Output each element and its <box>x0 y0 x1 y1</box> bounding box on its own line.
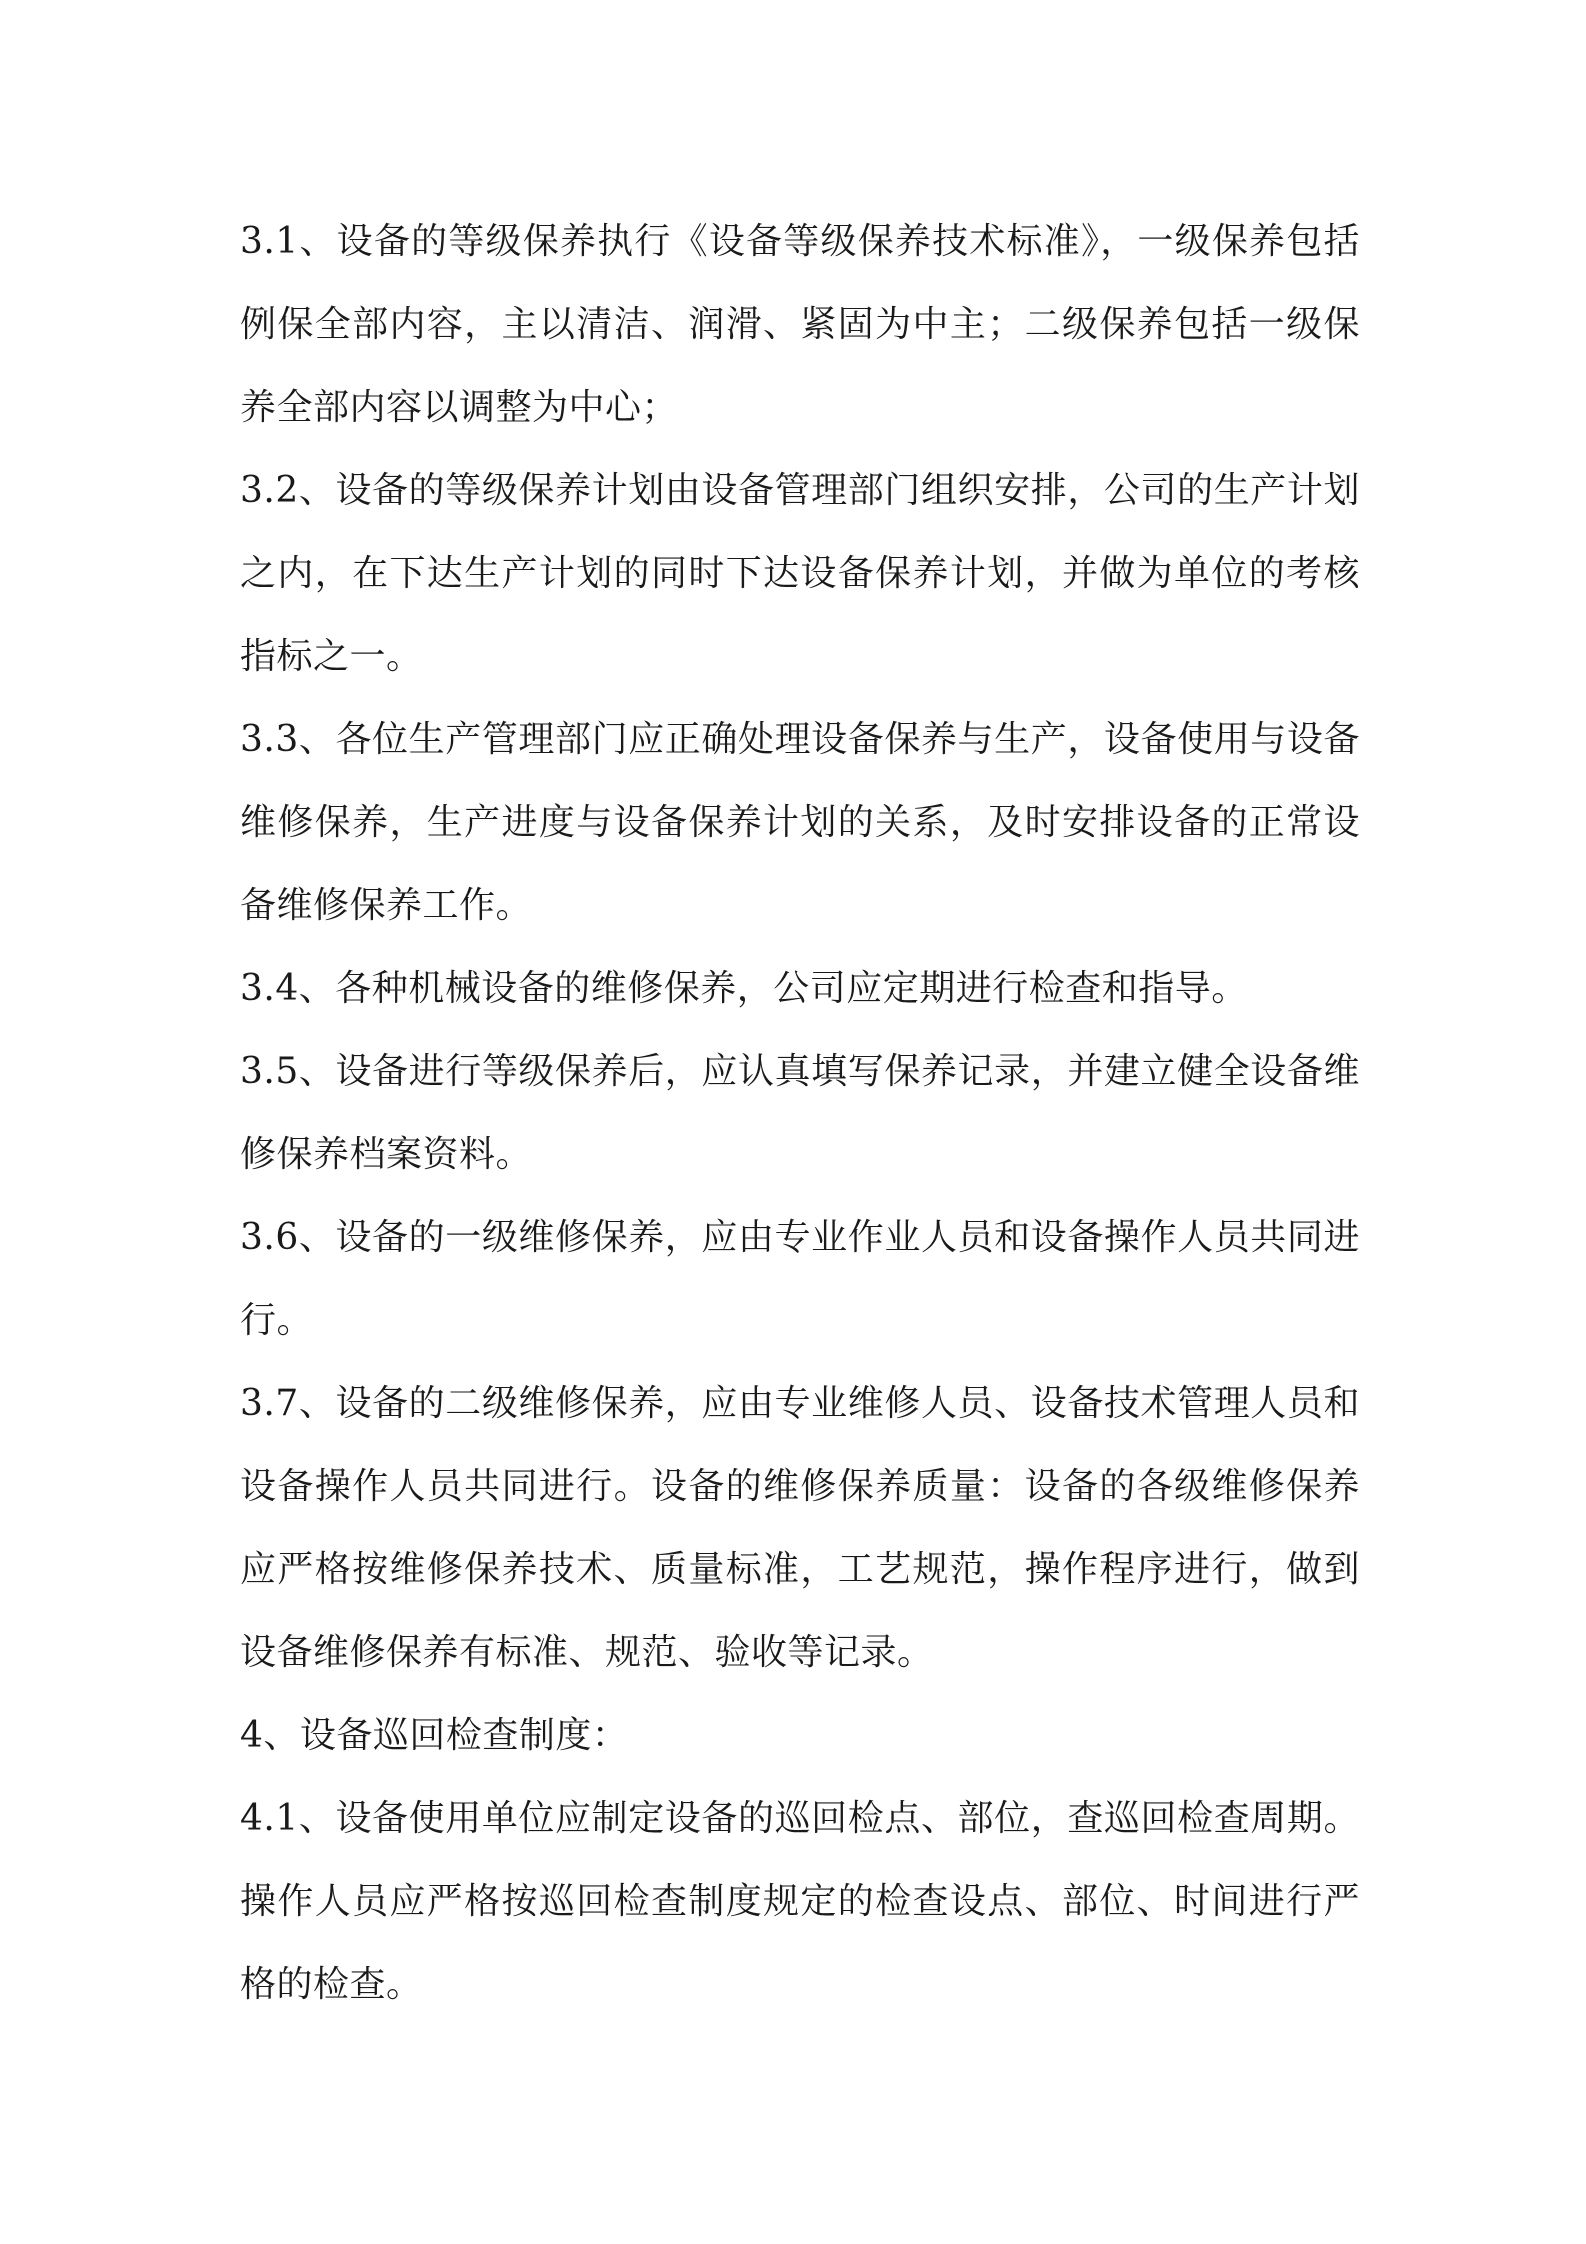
paragraph-3-2: 3.2、设备的等级保养计划由设备管理部门组织安排，公司的生产计划之内，在下达生产计划的同时下达设备保养计划，并做为单位的考核指标之一。 <box>240 470 1360 677</box>
paragraph-3-5: 3.5、设备进行等级保养后，应认真填写保养记录，并建立健全设备维修保养档案资料。 <box>240 1051 1360 1175</box>
document-body <box>240 200 1360 2026</box>
paragraph-3-3: 3.3、各位生产管理部门应正确处理设备保养与生产，设备使用与设备维修保养，生产进度与设备保养计划的关系，及时安排设备的正常设备维修保养工作。 <box>240 719 1360 926</box>
paragraph-3-6: 3.6、设备的一级维修保养，应由专业作业人员和设备操作人员共同进行。 <box>240 1217 1360 1341</box>
paragraph-3-7: 3.7、设备的二级维修保养，应由专业维修人员、设备技术管理人员和设备操作人员共同进行。设备的维修保养质量：设备的各级维修保养应严格按维修保养技术、质量标准，工艺规范，操作程序进行，做到设备维修保养有标准、规范、验收等记录。 <box>240 1383 1360 1673</box>
paragraph-3-4: 3.4、各种机械设备的维修保养，公司应定期进行检查和指导。 <box>240 968 1248 1009</box>
paragraph-4-1: 4.1、设备使用单位应制定设备的巡回检点、部位，查巡回检查周期。操作人员应严格按巡回检查制度规定的检查设点、部位、时间进行严格的检查。 <box>240 1798 1360 2005</box>
paragraph-3-1: 3.1、设备的等级保养执行《设备等级保养技术标准》，一级保养包括例保全部内容，主以清洁、润滑、紧固为中主；二级保养包括一级保养全部内容以调整为中心； <box>240 221 1360 428</box>
section-heading-4: 4、设备巡回检查制度： <box>240 1715 629 1756</box>
